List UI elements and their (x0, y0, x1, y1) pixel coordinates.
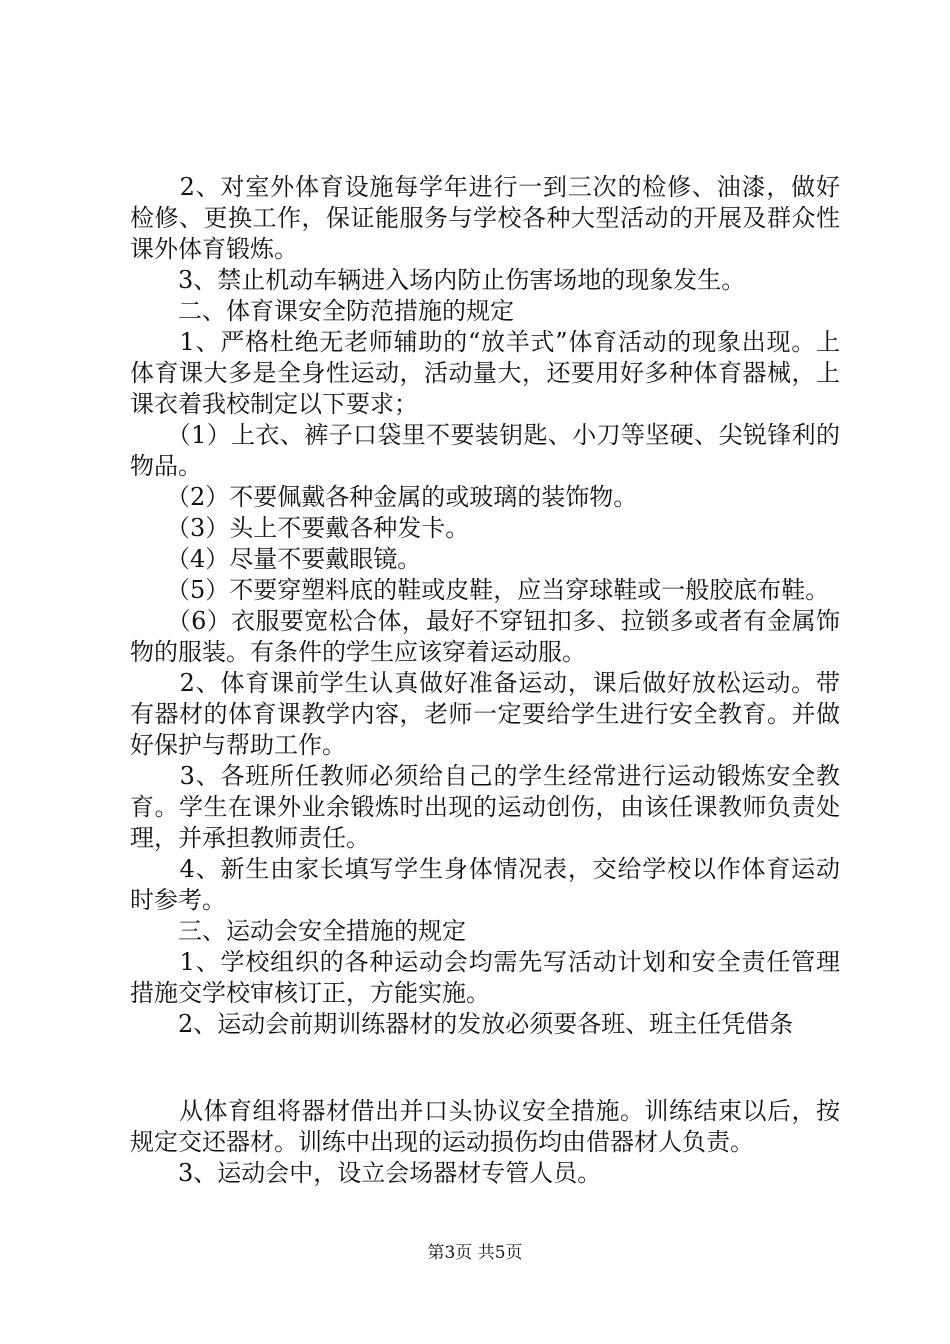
list-item: （5）不要穿塑料底的鞋或皮鞋，应当穿球鞋或一般胶底布鞋。 (130, 576, 830, 604)
paragraph: 2、对室外体育设施每学年进行一到三次的检修、油漆，做好检修、更换工作，保证能服务与学校各种大型活动的开展及群众性课外体育锻炼。 (130, 173, 840, 263)
paragraph: 从体育组将器材借出并口头协议安全措施。训练结束以后，按规定交还器材。训练中出现的运动损伤均由借器材人负责。 (130, 1097, 840, 1156)
section-heading: 三、运动会安全措施的规定 (130, 917, 466, 945)
list-item: （3）头上不要戴各种发卡。 (130, 514, 470, 542)
paragraph: 3、各班所任教师必须给自己的学生经常进行运动锻炼安全教育。学生在课外业余锻炼时出现的运动创伤，由该任课教师负责处理，并承担教师责任。 (130, 762, 840, 852)
list-item: （4）尽量不要戴眼镜。 (130, 545, 422, 573)
list-item: （1）上衣、裤子口袋里不要装钥匙、小刀等坚硬、尖锐锋利的物品。 (130, 421, 840, 480)
paragraph-gap (130, 1040, 840, 1096)
document-body (130, 172, 840, 1189)
list-item: （2）不要佩戴各种金属的或玻璃的装饰物。 (130, 483, 638, 511)
page-number-label: 第3页 共5页 (427, 1243, 523, 1263)
paragraph: 4、新生由家长填写学生身体情况表，交给学校以作体育运动时参考。 (130, 855, 840, 914)
section-heading: 二、体育课安全防范措施的规定 (130, 297, 514, 325)
paragraph: 2、体育课前学生认真做好准备运动，课后做好放松运动。带有器材的体育课教学内容，老师一定要给学生进行安全教育。并做好保护与帮助工作。 (130, 669, 840, 759)
paragraph: 1、严格杜绝无老师辅助的“放羊式”体育活动的现象出现。上体育课大多是全身性运动，活动量大，还要用好多种体育器械，上课衣着我校制定以下要求； (130, 328, 840, 418)
paragraph: 1、学校组织的各种运动会均需先写活动计划和安全责任管理措施交学校审核订正，方能实施。 (130, 948, 840, 1007)
paragraph: 3、运动会中，设立会场器材专管人员。 (130, 1159, 602, 1187)
paragraph: 2、运动会前期训练器材的发放必须要各班、班主任凭借条 (130, 1010, 794, 1038)
list-item: （6）衣服要宽松合体，最好不穿钮扣多、拉锁多或者有金属饰物的服装。有条件的学生应该穿着运动服。 (130, 607, 840, 666)
page-footer (0, 1242, 950, 1264)
paragraph: 3、禁止机动车辆进入场内防止伤害场地的现象发生。 (130, 266, 746, 294)
